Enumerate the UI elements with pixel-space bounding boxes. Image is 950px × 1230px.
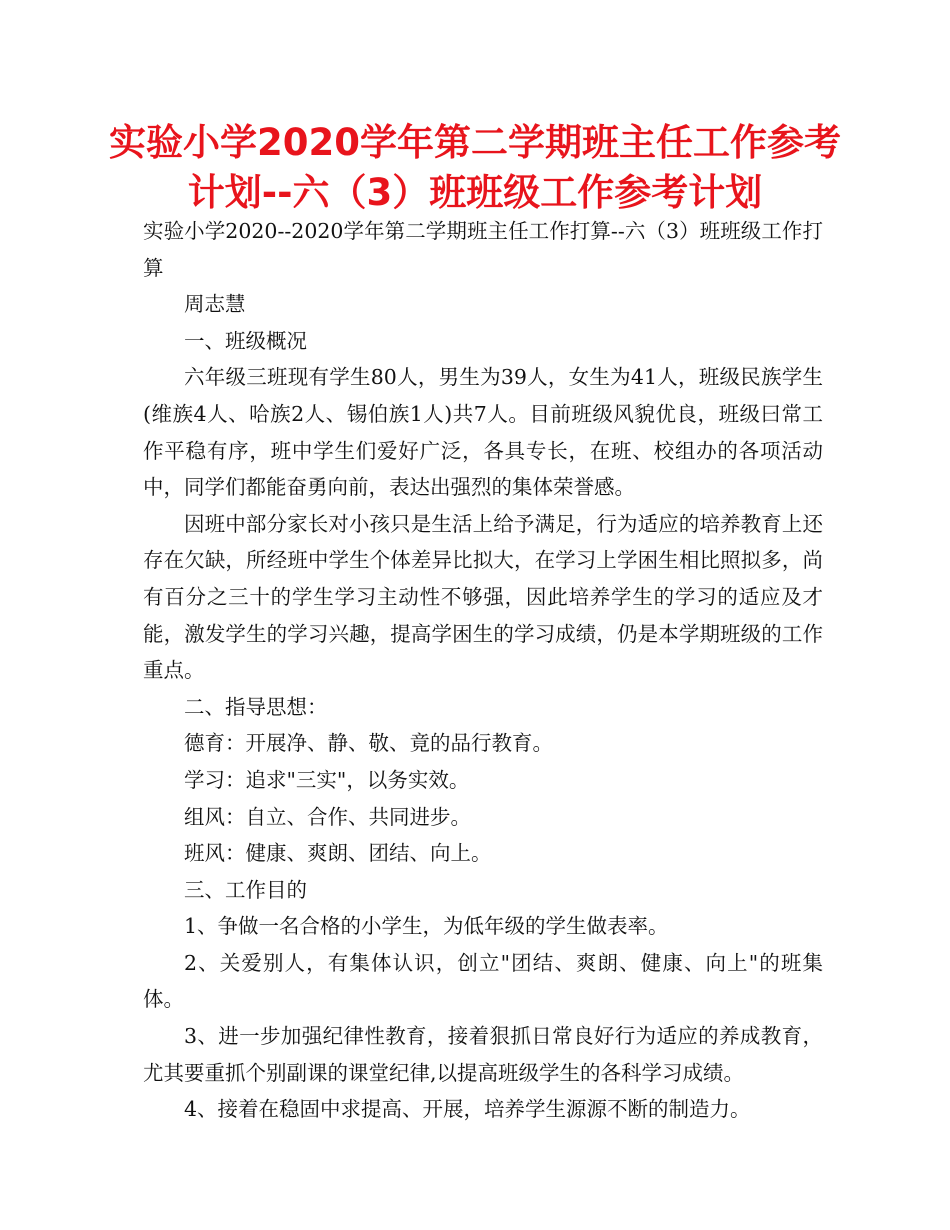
section-heading-2: 二、指导思想： — [184, 694, 328, 719]
goal-item-2: 2、关爱别人，有集体认识，创立"团结、爽朗、健康、向上"的班集体。 — [143, 950, 823, 1012]
section-heading-1: 一、班级概况 — [184, 328, 307, 353]
guideline-group: 组风：自立、合作、共同进步。 — [184, 804, 471, 829]
document-body — [143, 213, 823, 1128]
guideline-class: 班风：健康、爽朗、团结、向上。 — [184, 841, 492, 866]
paragraph-focus: 因班中部分家长对小孩只是生活上给予满足，行为适应的培养教育上还存在欠缺，所经班中学生个体差异比拟大，在学习上学困生相比照拟多，尚有百分之三十的学生学习主动性不够强，因此培养学生的学习的适应及才能，激发学生的学习兴趣，提高学困生的学习成绩，仍是本学期班级的工作重点。 — [143, 511, 823, 683]
goal-item-4: 4、接着在稳固中求提高、开展，培养学生源源不断的制造力。 — [184, 1097, 751, 1122]
guideline-moral: 德育：开展净、静、敬、竟的品行教育。 — [184, 731, 553, 756]
paragraph-class-overview: 六年级三班现有学生80人，男生为39人，女生为41人，班级民族学生(维族4人、哈族2人、锡伯族1人)共7人。目前班级风貌优良，班级曰常工作平稳有序，班中学生们爱好广泛，各具专长，在班、校组办的各项活动中，同学们都能奋勇向前，表达出强烈的集体荣誉感。 — [143, 365, 823, 500]
guideline-study: 学习：追求"三实"，以务实效。 — [184, 767, 470, 792]
subtitle-line: 实验小学2020--2020学年第二学期班主任工作打算--六（3）班班级工作打算 — [143, 219, 823, 280]
goal-item-3: 3、进一步加强纪律性教育，接着狠抓日常良好行为适应的养成教育，尤其要重抓个别副课的课堂纪律,以提高班级学生的各科学习成绩。 — [143, 1024, 823, 1085]
document-title: 实验小学2020学年第二学期班主任工作参考计划--六（3）班班级工作参考计划 — [109, 121, 841, 214]
section-heading-3: 三、工作目的 — [184, 877, 307, 902]
goal-item-1: 1、争做一名合格的小学生，为低年级的学生做表率。 — [184, 914, 669, 939]
author-name: 周志慧 — [184, 292, 246, 317]
